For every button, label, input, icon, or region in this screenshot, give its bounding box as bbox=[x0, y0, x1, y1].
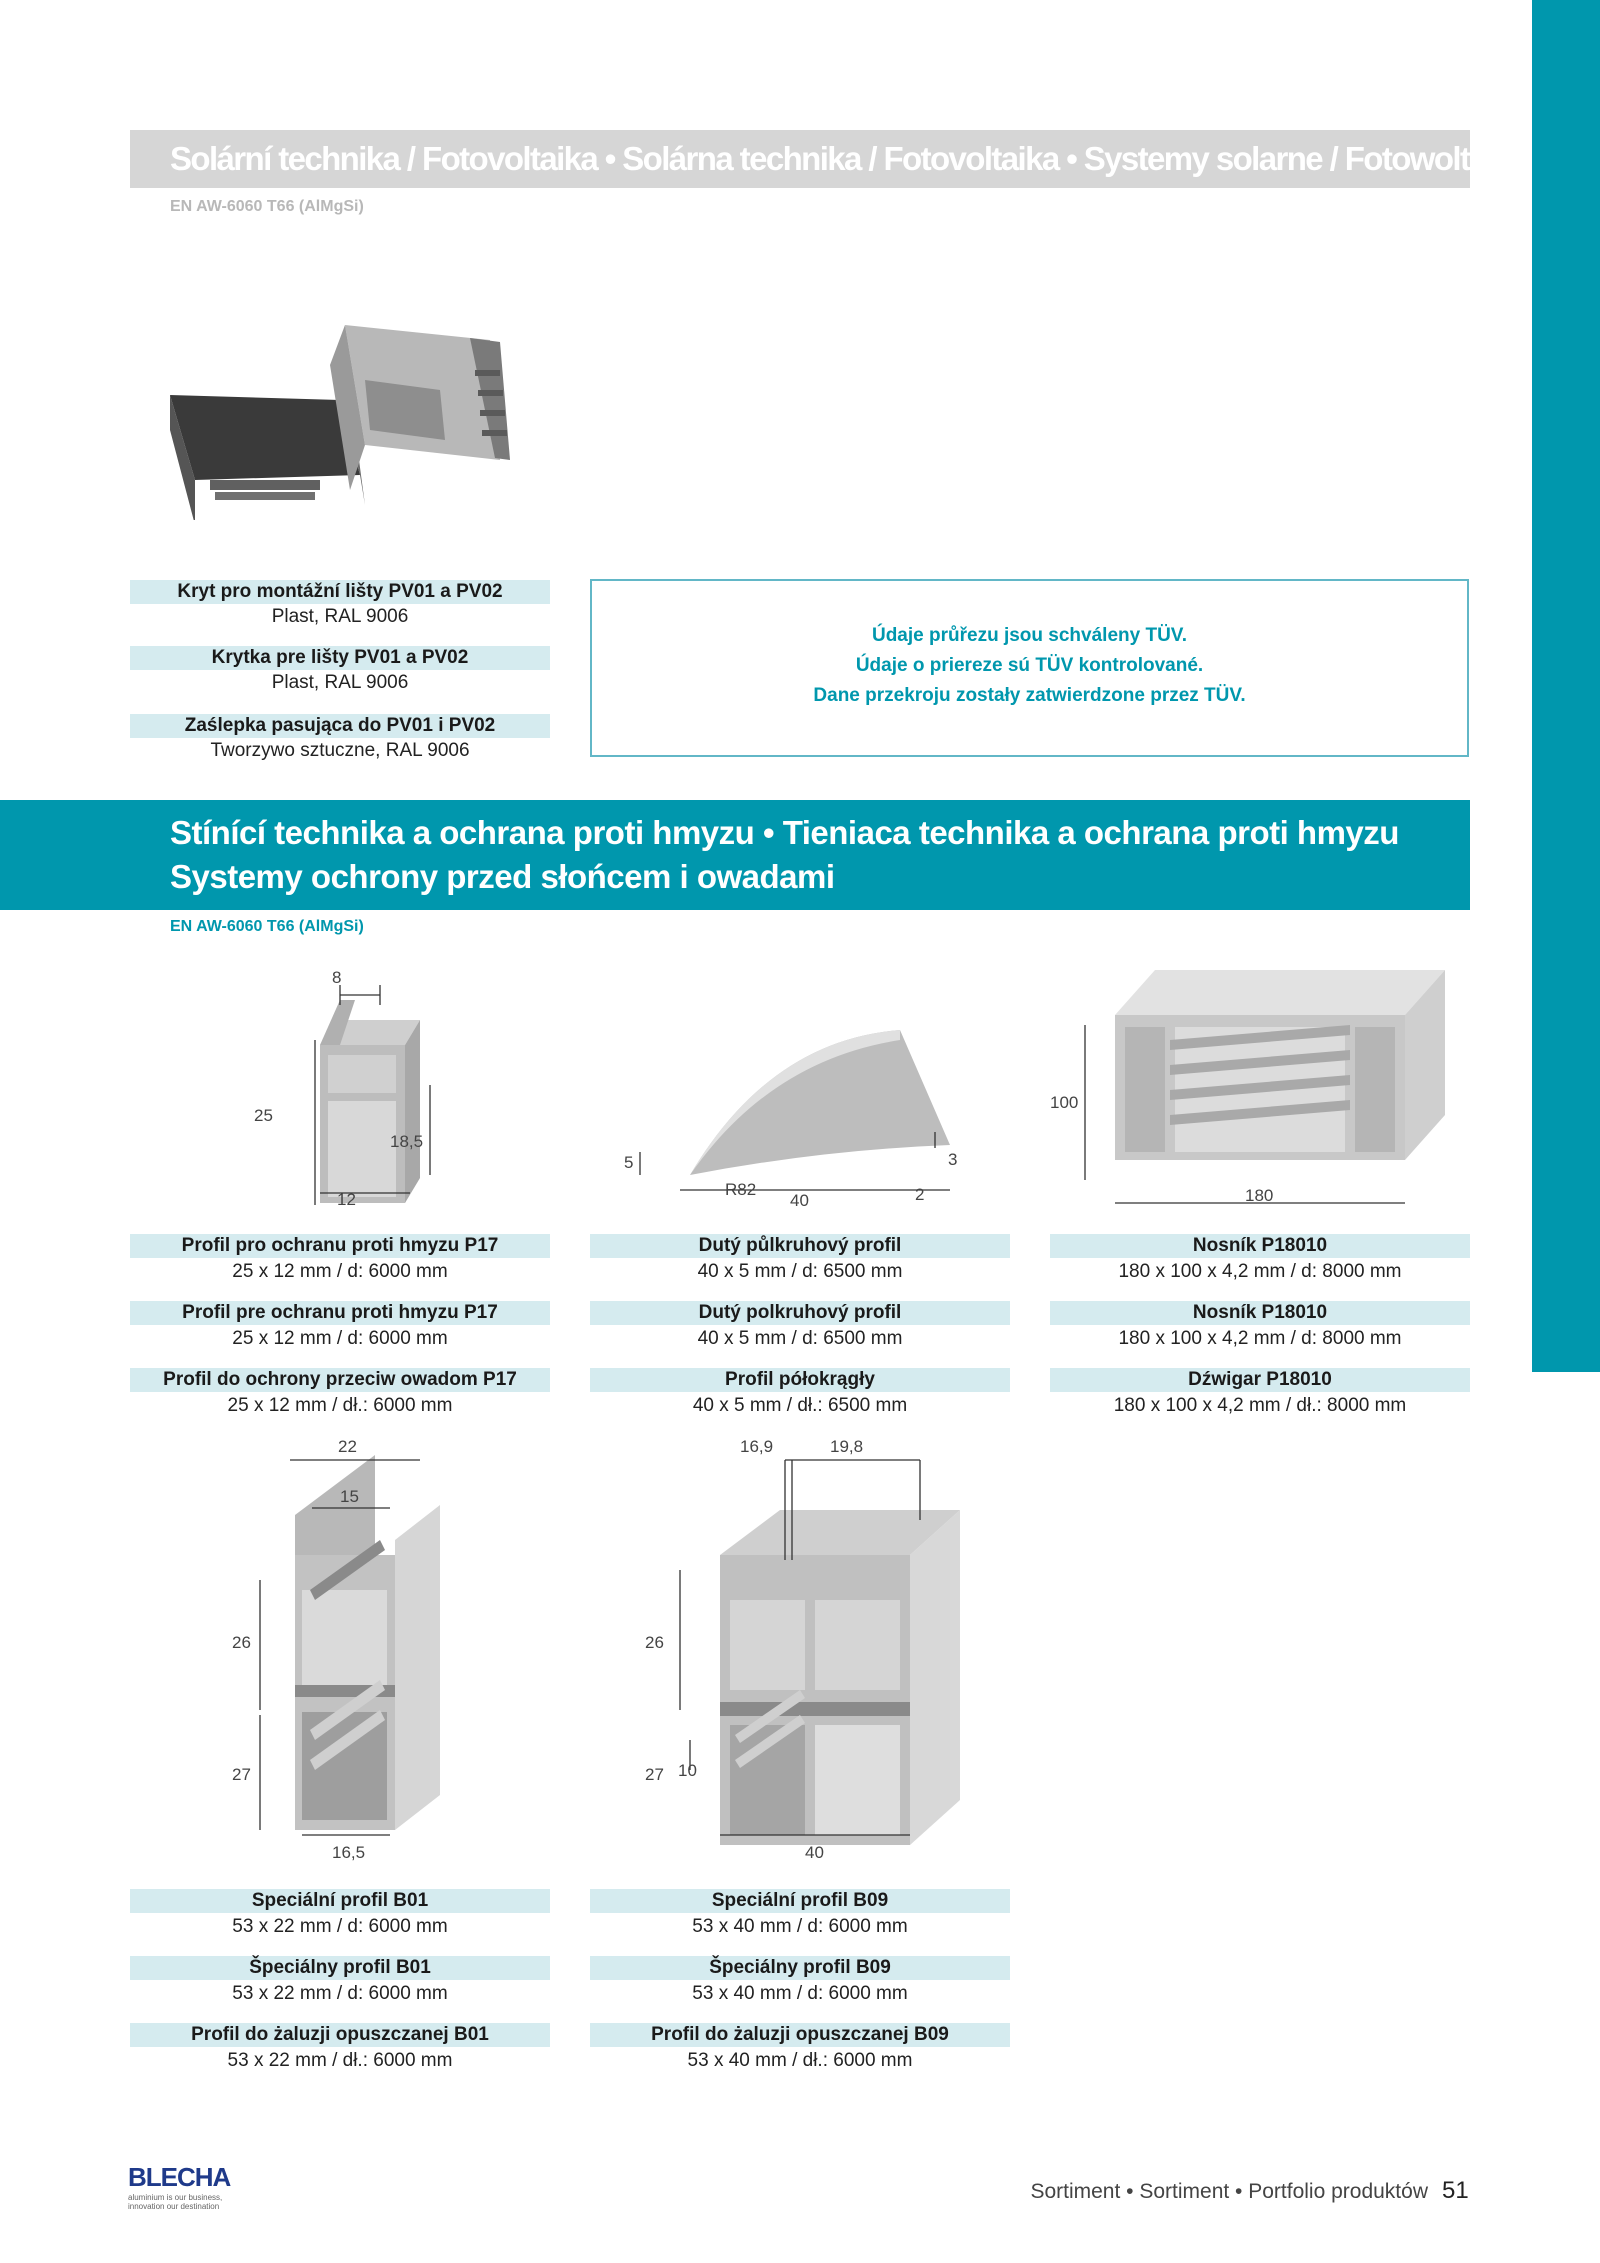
p17-sub-sk: 25 x 12 mm / d: 6000 mm bbox=[232, 1328, 448, 1349]
b01-dim-upper: 26 bbox=[232, 1633, 251, 1652]
p17-dim-inner: 18,5 bbox=[390, 1132, 424, 1151]
p17-sub-cz: 25 x 12 mm / d: 6000 mm bbox=[232, 1261, 448, 1282]
b01-title-sk: Špeciálny profil B01 bbox=[130, 1956, 550, 1980]
half-dim-radius: R82 bbox=[725, 1180, 757, 1199]
section-title-solar: Solární technika / Fotovoltaika • Solárna technika / Fotovoltaika • Systemy solarne / Fotowoltaika bbox=[170, 140, 1528, 177]
p17-dim-width: 12 bbox=[337, 1190, 356, 1209]
b09-dim-upper: 26 bbox=[645, 1633, 664, 1652]
section-title-shading-1: Stínící technika a ochrana proti hmyzu • Tieniaca technika a ochrana proti hmyzu bbox=[170, 814, 1399, 851]
p17-dim-top: 8 bbox=[332, 968, 342, 987]
b09-dim-top-right: 19,8 bbox=[830, 1440, 864, 1456]
b09-sub-cz: 53 x 40 mm / d: 6000 mm bbox=[692, 1916, 908, 1937]
p17-title-pl: Profil do ochrony przeciw owadom P17 bbox=[130, 1368, 550, 1392]
p17-drawing bbox=[240, 965, 470, 1215]
b01-dim-top: 22 bbox=[338, 1440, 357, 1456]
beam-drawing bbox=[1050, 965, 1450, 1215]
logo-tagline: aluminium is our business, innovation our destination bbox=[128, 2193, 223, 2211]
b09-sub-pl: 53 x 40 mm / dł.: 6000 mm bbox=[687, 2050, 913, 2071]
end-cap-illustration bbox=[150, 320, 550, 520]
half-dim-end: 2 bbox=[915, 1185, 925, 1204]
b01-dim-bottom: 16,5 bbox=[332, 1843, 366, 1862]
half-round-drawing bbox=[620, 1020, 960, 1210]
half-title-cz: Dutý půlkruhový profil bbox=[590, 1234, 1010, 1258]
cover-title-cz: Kryt pro montážní lišty PV01 a PV02 bbox=[130, 580, 550, 604]
tuv-note-sk: Údaje o priereze sú TÜV kontrolované. bbox=[855, 655, 1204, 676]
b09-dim-lower: 27 bbox=[645, 1765, 664, 1784]
side-accent-bar bbox=[1532, 0, 1600, 1372]
b01-title-pl: Profil do żaluzji opuszczanej B01 bbox=[130, 2023, 550, 2047]
p17-title-cz: Profil pro ochranu proti hmyzu P17 bbox=[130, 1234, 550, 1258]
beam-dim-width: 180 bbox=[1245, 1186, 1274, 1205]
beam-title-sk: Nosník P18010 bbox=[1050, 1301, 1470, 1325]
section-banner-shading bbox=[0, 800, 1470, 910]
tuv-note-box bbox=[590, 579, 1469, 757]
half-sub-cz: 40 x 5 mm / d: 6500 mm bbox=[697, 1261, 903, 1282]
beam-sub-cz: 180 x 100 x 4,2 mm / d: 8000 mm bbox=[1118, 1261, 1402, 1282]
p17-sub-pl: 25 x 12 mm / dł.: 6000 mm bbox=[227, 1395, 453, 1416]
b01-sub-sk: 53 x 22 mm / d: 6000 mm bbox=[232, 1983, 448, 2004]
page-number: 51 bbox=[1442, 2177, 1469, 2204]
alloy-spec-2: EN AW-6060 T66 (AlMgSi) bbox=[170, 918, 364, 935]
b01-sub-cz: 53 x 22 mm / d: 6000 mm bbox=[232, 1916, 448, 1937]
b01-drawing bbox=[220, 1440, 480, 1870]
beam-sub-sk: 180 x 100 x 4,2 mm / d: 8000 mm bbox=[1118, 1328, 1402, 1349]
blecha-logo bbox=[128, 2162, 238, 2212]
p17-title-sk: Profil pre ochranu proti hmyzu P17 bbox=[130, 1301, 550, 1325]
b01-title-cz: Speciální profil B01 bbox=[130, 1889, 550, 1913]
half-sub-pl: 40 x 5 mm / dł.: 6500 mm bbox=[692, 1395, 908, 1416]
cover-sub-cz: Plast, RAL 9006 bbox=[271, 606, 409, 627]
half-dim-width: 40 bbox=[790, 1191, 809, 1210]
tuv-note-pl: Dane przekroju zostały zatwierdzone przez TÜV. bbox=[813, 685, 1246, 706]
beam-dim-height: 100 bbox=[1050, 1093, 1079, 1112]
half-dim-right: 3 bbox=[948, 1150, 958, 1169]
b09-dim-top-left: 16,9 bbox=[740, 1440, 774, 1456]
b01-sub-pl: 53 x 22 mm / dł.: 6000 mm bbox=[227, 2050, 453, 2071]
b01-dim-inner: 15 bbox=[340, 1487, 359, 1506]
b09-drawing bbox=[630, 1440, 990, 1870]
half-sub-sk: 40 x 5 mm / d: 6500 mm bbox=[697, 1328, 903, 1349]
logo-text: BLECHA bbox=[128, 2162, 231, 2192]
cover-sub-pl: Tworzywo sztuczne, RAL 9006 bbox=[210, 740, 470, 761]
half-title-pl: Profil półokrągły bbox=[590, 1368, 1010, 1392]
p17-dim-height: 25 bbox=[254, 1106, 273, 1125]
cover-title-sk: Krytka pre lišty PV01 a PV02 bbox=[130, 646, 550, 670]
b09-title-cz: Speciální profil B09 bbox=[590, 1889, 1010, 1913]
section-title-shading-2: Systemy ochrony przed słońcem i owadami bbox=[170, 858, 835, 895]
cover-sub-sk: Plast, RAL 9006 bbox=[271, 672, 409, 693]
footer-text: Sortiment • Sortiment • Portfolio produktów bbox=[1030, 2180, 1428, 2203]
b09-dim-small: 10 bbox=[678, 1761, 697, 1780]
half-title-sk: Dutý polkruhový profil bbox=[590, 1301, 1010, 1325]
cover-title-pl: Zaślepka pasująca do PV01 i PV02 bbox=[130, 714, 550, 738]
beam-title-cz: Nosník P18010 bbox=[1050, 1234, 1470, 1258]
b09-sub-sk: 53 x 40 mm / d: 6000 mm bbox=[692, 1983, 908, 2004]
b09-title-sk: Špeciálny profil B09 bbox=[590, 1956, 1010, 1980]
half-dim-left: 5 bbox=[624, 1153, 634, 1172]
beam-sub-pl: 180 x 100 x 4,2 mm / dł.: 8000 mm bbox=[1113, 1395, 1407, 1416]
beam-title-pl: Dźwigar P18010 bbox=[1050, 1368, 1470, 1392]
b01-dim-lower: 27 bbox=[232, 1765, 251, 1784]
b09-title-pl: Profil do żaluzji opuszczanej B09 bbox=[590, 2023, 1010, 2047]
section-banner-solar bbox=[130, 130, 1528, 188]
tuv-note-cz: Údaje průřezu jsou schváleny TÜV. bbox=[871, 625, 1187, 646]
b09-dim-bottom: 40 bbox=[805, 1843, 824, 1862]
alloy-spec: EN AW-6060 T66 (AlMgSi) bbox=[170, 198, 364, 215]
